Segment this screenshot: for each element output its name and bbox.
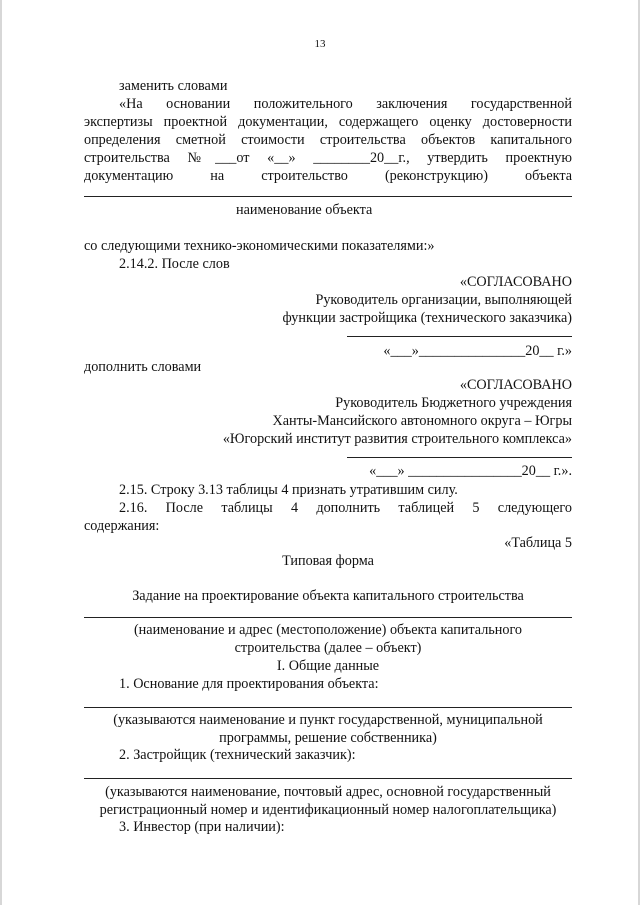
agreed-1-signature-line — [347, 336, 572, 337]
table-5-label: «Таблица 5 — [504, 535, 572, 551]
object-address-caption-1: (наименование и адрес (местоположение) объекта капитального — [133, 622, 523, 638]
item-2-caption-2: регистрационный номер и идентификационный номер налогоплательщика) — [99, 802, 557, 818]
page-number: 13 — [314, 38, 326, 50]
agreed-1-date: «___»_______________20__ г.» — [383, 343, 572, 359]
replacement-text-line-3: определения сметной стоимости строительства объектов капитального — [84, 132, 572, 148]
agreed-2-heading: «СОГЛАСОВАНО — [459, 377, 572, 393]
agreed-2-position-1: Руководитель Бюджетного учреждения — [335, 395, 572, 411]
clause-2-16-line-2: содержания: — [84, 518, 160, 534]
add-words-lead: дополнить словами — [84, 359, 202, 375]
item-1: 1. Основание для проектирования объекта: — [119, 676, 379, 692]
agreed-1-heading: «СОГЛАСОВАНО — [459, 274, 572, 290]
clause-2-16-line-1: 2.16. После таблицы 4 дополнить таблицей 5 следующего — [119, 500, 572, 516]
indicators-line: со следующими технико-экономическими показателями:» — [84, 238, 435, 254]
agreed-2-signature-line — [347, 457, 572, 458]
typical-form-label: Типовая форма — [282, 553, 374, 569]
object-address-caption-2: строительства (далее – объект) — [234, 640, 422, 656]
section-1-heading: I. Общие данные — [276, 658, 380, 674]
agreed-2-position-3: «Югорский институт развития строительного комплекса» — [222, 431, 572, 447]
item-3: 3. Инвестор (при наличии): — [119, 819, 285, 835]
object-name-line — [84, 196, 572, 197]
clause-2-15: 2.15. Строку 3.13 таблицы 4 признать утратившим силу. — [119, 482, 458, 498]
scan-edge-left — [0, 0, 2, 905]
item-2-fill-line — [84, 778, 572, 779]
item-1-caption-1: (указываются наименование и пункт государственной, муниципальной — [113, 712, 543, 728]
replacement-text-line-1: «На основании положительного заключения государственной — [119, 96, 572, 112]
object-address-line — [84, 617, 572, 618]
agreed-2-date: «___» ________________20__ г.». — [369, 463, 572, 479]
assignment-title: Задание на проектирование объекта капитального строительства — [132, 588, 524, 604]
object-name-caption: наименование объекта — [236, 202, 373, 218]
replacement-text-line-5: документацию на строительство (реконструкцию) объекта — [84, 168, 572, 184]
replacement-text-line-4: строительства №___от «__» ________20__г., утвердить проектную — [84, 150, 572, 166]
replacement-text-line-2: экспертизы проектной документации, содержащего оценку достоверности — [84, 114, 572, 130]
item-1-caption-2: программы, решение собственника) — [219, 730, 437, 746]
item-2-caption-1: (указываются наименование, почтовый адрес, основной государственный — [105, 784, 551, 800]
item-1-fill-line — [84, 707, 572, 708]
replace-words-lead: заменить словами — [119, 78, 228, 94]
item-2: 2. Застройщик (технический заказчик): — [119, 747, 356, 763]
clause-2-14-2: 2.14.2. После слов — [119, 256, 230, 272]
agreed-2-position-2: Ханты-Мансийского автономного округа – Югры — [272, 413, 572, 429]
agreed-1-position-1: Руководитель организации, выполняющей — [315, 292, 572, 308]
agreed-1-position-2: функции застройщика (технического заказчика) — [282, 310, 572, 326]
